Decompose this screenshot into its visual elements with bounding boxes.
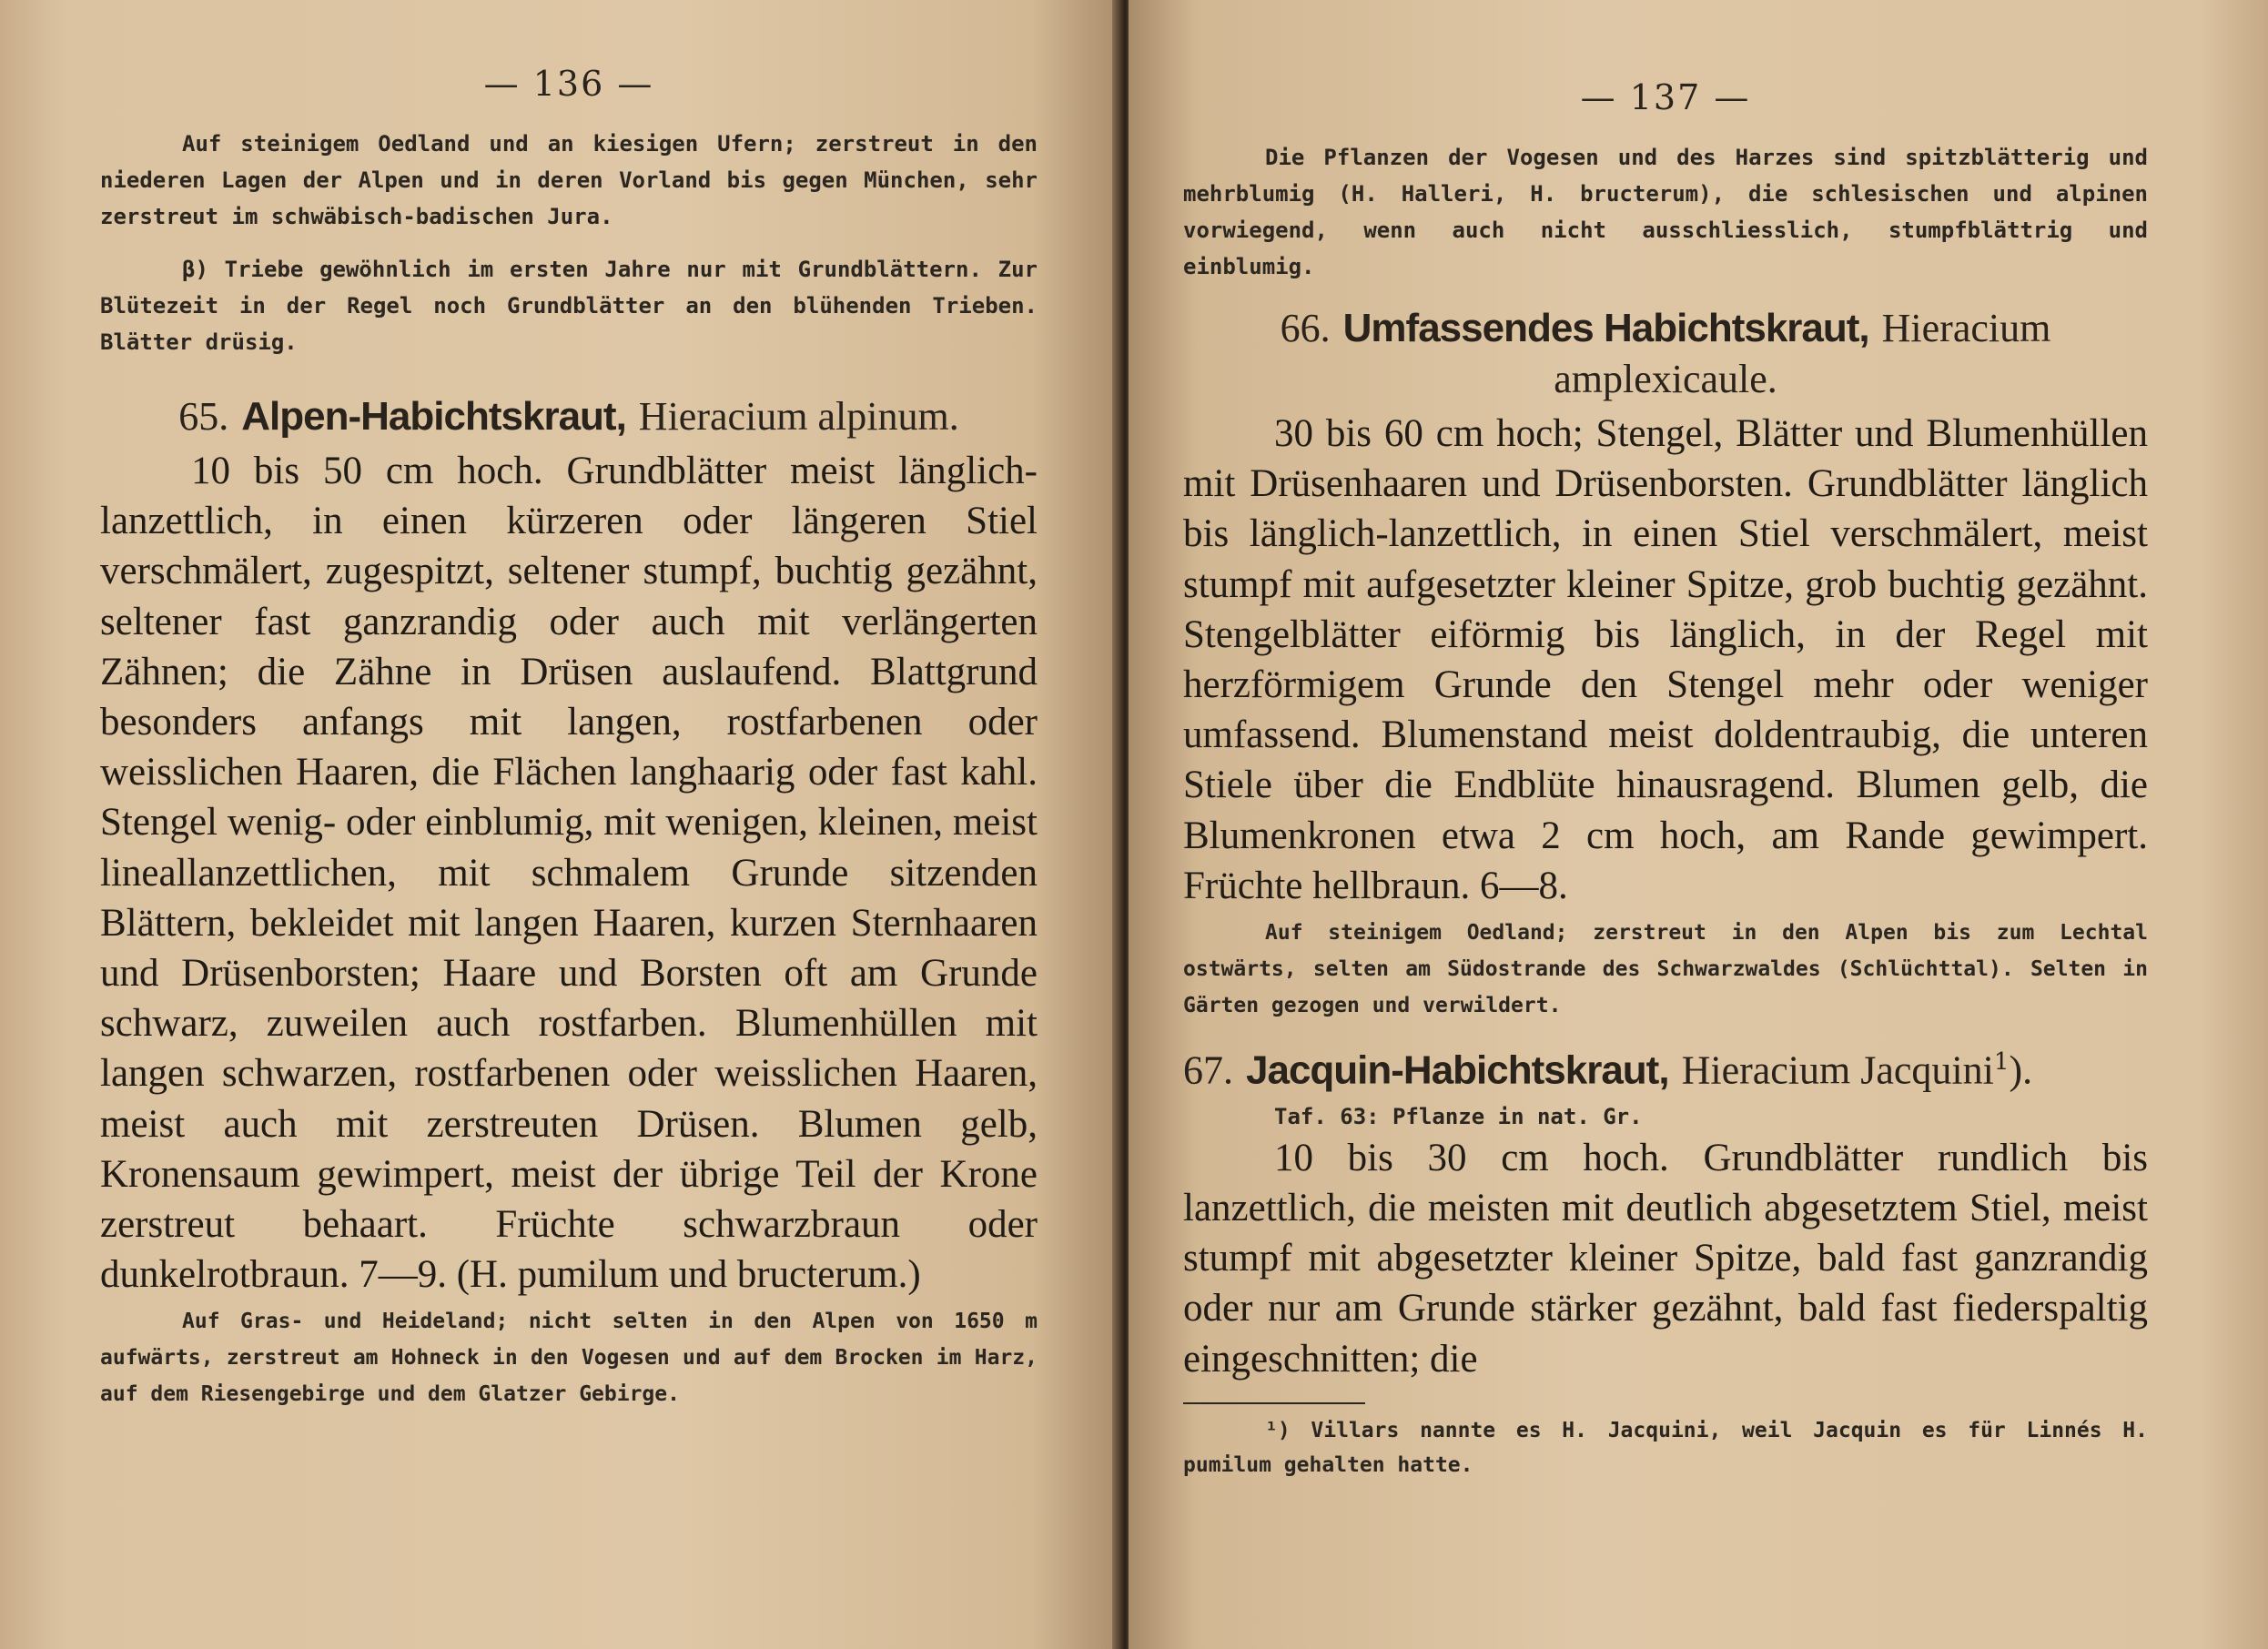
footnote-mark: 1 (1993, 1048, 2010, 1077)
left-page-content (100, 64, 1038, 1412)
plate-reference: Taf. 63: Pflanze in nat. Gr. (1274, 1103, 1643, 1129)
beta-paragraph: β) Triebe gewöhnlich im ersten Jahre nur mit Grundblättern. Zur Blütezeit in der Regel noch Grundblätter an den blühenden Trieben. Blätter drüsig. (100, 257, 1038, 355)
latin-name: Hieracium alpinum. (638, 394, 959, 439)
latin-name-suffix: ). (2009, 1047, 2033, 1093)
page-number: — 137 — (1580, 77, 1751, 117)
left-page (0, 0, 1121, 1649)
entry-description-67: 10 bis 30 cm hoch. Grundblätter rundlich bis lanzettlich, die meisten mit deutlich abgesetztem Stiel, meist stumpf mit abgesetzter kleiner Spitze, bald fast ganzrandig oder nur am Grunde stärker gezähnt, bald fast fiederspaltig eingeschnitten; die (1183, 1136, 2148, 1381)
page-number: — 136 — (483, 64, 654, 104)
footnote-divider (1183, 1402, 1365, 1404)
entry-heading-66 (1183, 303, 2148, 405)
german-name: Umfassendes Habichtskraut, (1342, 306, 1869, 350)
entry-habitat-66: Auf steinigem Oedland; zerstreut in den Alpen bis zum Lechtal ostwärts, selten am Südostrande des Schwarzwaldes (Schlüchttal). Selten in Gärten gezogen und verwildert. (1183, 921, 2148, 1018)
entry-description-66: 30 bis 60 cm hoch; Stengel, Blätter und Blumenhüllen mit Drüsenhaaren und Drüsenborsten. Grundblätter länglich bis länglich-lanzettlich, in einen Stiel verschmälert, meist stumpf mit aufgesetzter kleiner Spitze, grob buchtig gezähnt. Stengelblätter eiförmig bis länglich, in der Regel mit herzförmigem Grunde den Stengel mehr oder weniger umfassend. Blumenstand meist doldentraubig, die unteren Stiele über die Endblüte hinausragend. Blumen gelb, die Blumenkronen etwa 2 cm hoch, am Rande gewimpert. Früchte hellbraun. 6—8. (1183, 412, 2148, 907)
latin-name: Hieracium Jacquini (1681, 1047, 1994, 1093)
entry-number: 67. (1183, 1047, 1233, 1093)
entry-heading-67 (1183, 1037, 2148, 1097)
latin-name: Hieracium amplexicaule. (1554, 306, 2051, 401)
entry-heading-65 (100, 391, 1038, 442)
german-name: Jacquin-Habichtskraut, (1246, 1047, 1669, 1093)
intro-paragraph: Die Pflanzen der Vogesen und des Harzes sind spitzblätterig und mehrblumig (H. Halleri, H. bructerum), die schlesischen und alpinen vorwiegend, wenn auch nicht ausschliesslich, stumpfblättrig und einblumig. (1183, 145, 2148, 279)
right-page-content (1183, 77, 2148, 1482)
right-page (1129, 0, 2268, 1649)
german-name: Alpen-Habichtskraut, (241, 394, 626, 439)
footnote: ¹) Villars nannte es H. Jacquini, weil Jacquin es für Linnés H. pumilum gehalten hatte. (1183, 1418, 2148, 1477)
entry-description-65: 10 bis 50 cm hoch. Grundblätter meist länglich-lanzettlich, in einen kürzeren oder längeren Stiel verschmälert, zugespitzt, seltener stumpf, buchtig gezähnt, seltener fast ganzrandig oder auch mit verlängerten Zähnen; die Zähne in Drüsen auslaufend. Blattgrund besonders anfangs mit langen, rostfarbenen oder weisslichen Haaren, die Flächen langhaarig oder fast kahl. Stengel wenig- oder einblumig, mit wenigen, kleinen, meist lineallanzettlichen, mit schmalem Grunde sitzenden Blättern, bekleidet mit langen Haaren, kurzen Sternhaaren und Drüsenborsten; Haare und Borsten oft am Grunde schwarz, zuweilen auch rostfarben. Blumenhüllen mit langen schwarzen, rostfarbenen oder weisslichen Haaren, meist auch mit zerstreuten Drüsen. Blumen gelb, Kronensaum gewimpert, meist der übrige Teil der Krone zerstreut behaart. Früchte schwarzbraun oder dunkelrotbraun. 7—9. (H. pumilum und bructerum.) (100, 450, 1038, 1297)
entry-habitat-65: Auf Gras- und Heideland; nicht selten in den Alpen von 1650 m aufwärts, zerstreut am Hohneck in den Vogesen und auf dem Brocken im Harz, auf dem Riesengebirge und dem Glatzer Gebirge. (100, 1310, 1038, 1407)
intro-paragraph: Auf steinigem Oedland und an kiesigen Ufern; zerstreut in den niederen Lagen der Alpen und in deren Vorland bis gegen München, sehr zerstreut im schwäbisch-badischen Jura. (100, 131, 1038, 229)
entry-number: 66. (1280, 306, 1331, 350)
entry-number: 65. (178, 394, 229, 439)
